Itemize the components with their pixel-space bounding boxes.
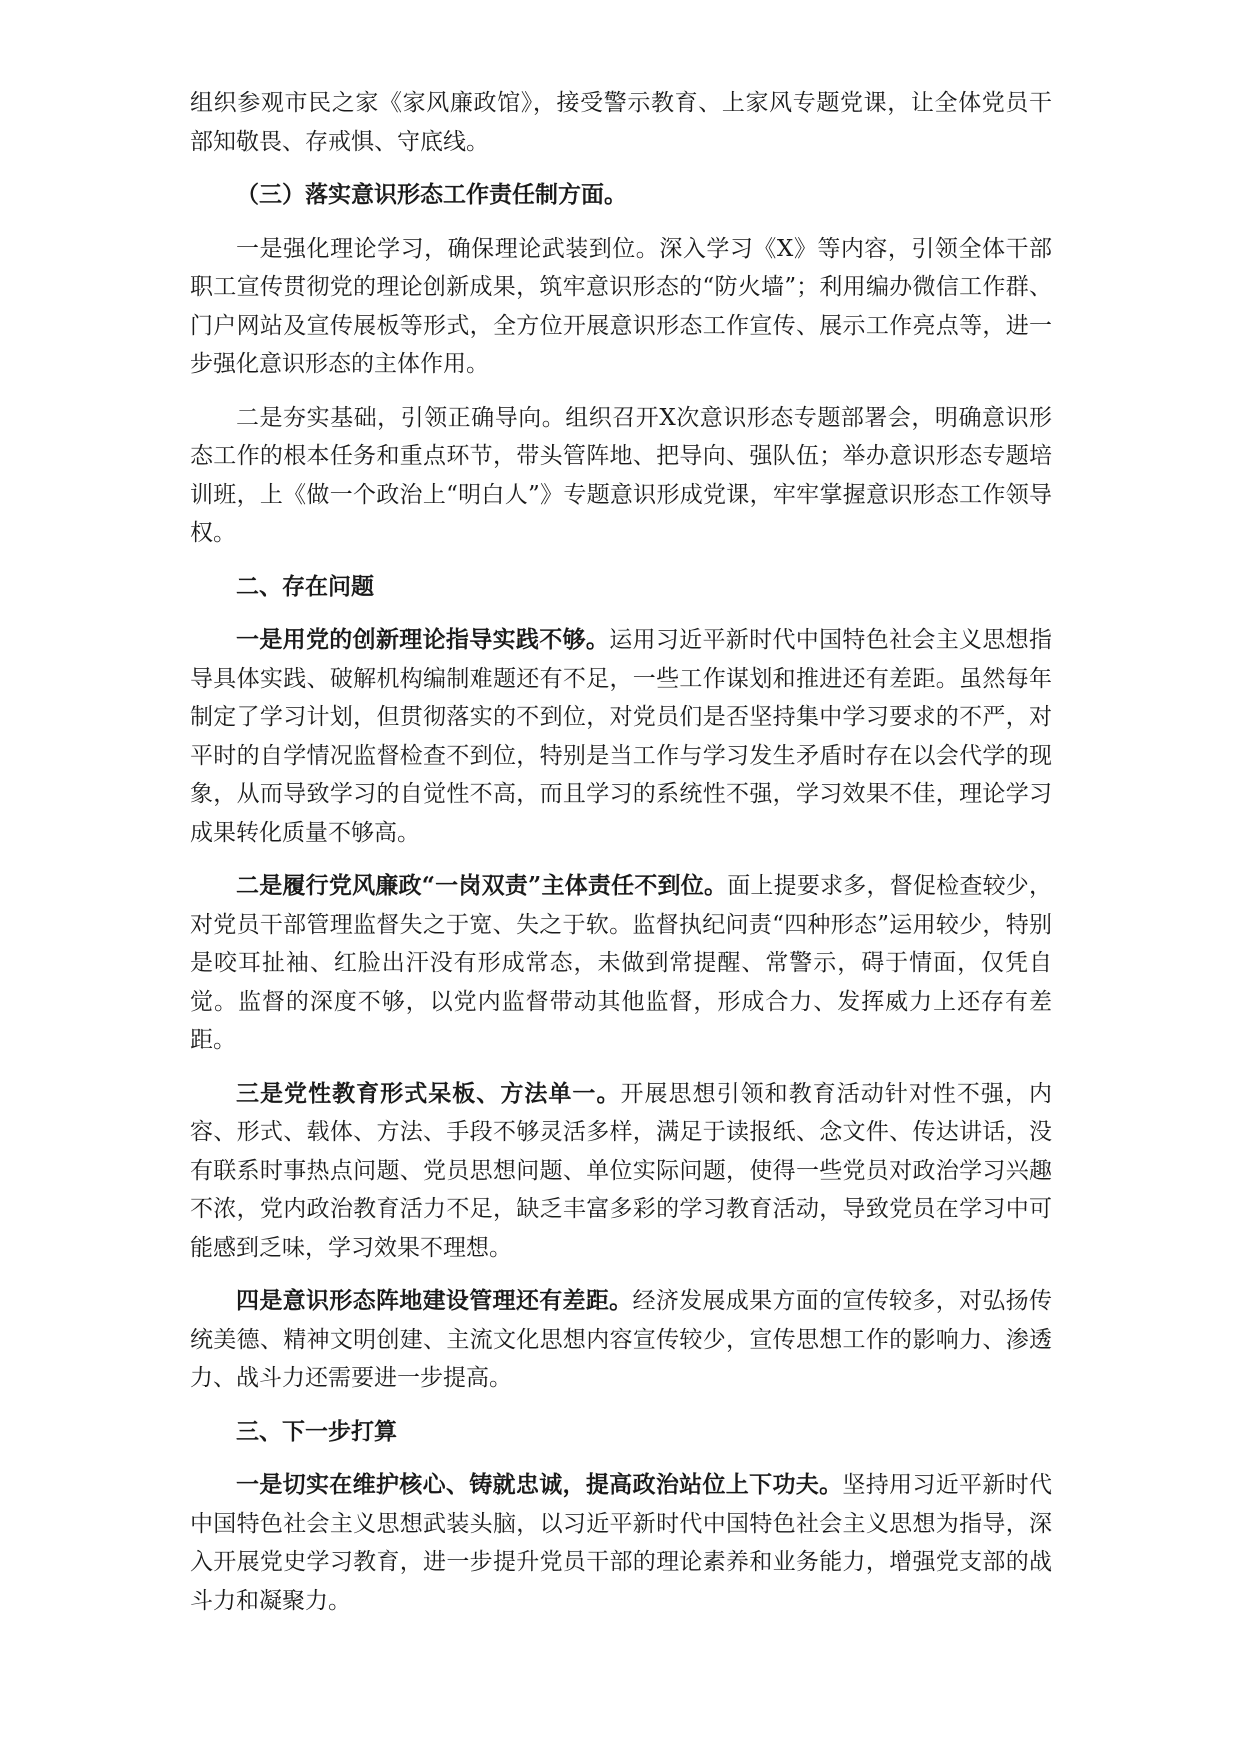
document-page	[190, 84, 1052, 1635]
paragraph-foundation	[190, 399, 1052, 553]
paragraph-text: 经济发展成果方面的宣传较多，对弘扬传统美德、精神文明创建、主流文化思想内容宣传较少，宣传思想工作的影响力、渗透力、战斗力还需要进一步提高。	[190, 1288, 1053, 1391]
paragraph-problem-4	[190, 1282, 1052, 1398]
paragraph-text: 开展思想引领和教育活动针对性不强，内容、形式、载体、方法、手段不够灵活多样，满足于读报纸、念文件、传达讲话，没有联系时事热点问题、党员思想问题、单位实际问题，使得一些党员对政治学习兴趣不浓，党内政治教育活力不足，缺乏丰富多彩的学习教育活动，导致党员在学习中可能感到乏味，学习效果不理想。	[190, 1080, 1053, 1261]
paragraph-lead: 一是切实在维护核心、铸就忠诚，提高政治站位上下功夫。	[236, 1471, 843, 1498]
paragraph-problem-1	[190, 621, 1052, 852]
paragraph-text: 坚持用习近平新时代中国特色社会主义思想武装头脑，以习近平新时代中国特色社会主义思想为指导，深入开展党史学习教育，进一步提升党员干部的理论素养和业务能力，增强党支部的战斗力和凝聚力。	[190, 1472, 1053, 1614]
section-heading-next-steps: 三、下一步打算	[236, 1417, 397, 1445]
paragraph-continuation	[190, 84, 1052, 161]
paragraph-text: 二是夯实基础，引领正确导向。组织召开X次意识形态专题部署会，明确意识形态工作的根本任务和重点环节，带头管阵地、把导向、强队伍；举办意识形态专题培训班，上《做一个政治上“明白人”》专题意识形成党课，牢牢掌握意识形态工作领导权。	[190, 404, 1052, 546]
paragraph-text: 运用习近平新时代中国特色社会主义思想指导具体实践、破解机构编制难题还有不足，一些工作谋划和推进还有差距。虽然每年制定了学习计划，但贯彻落实的不到位，对党员们是否坚持集中学习要求的不严，对平时的自学情况监督检查不到位，特别是当工作与学习发生矛盾时存在以会代学的现象，从而导致学习的自觉性不高，而且学习的系统性不强，学习效果不佳，理论学习成果转化质量不够高。	[190, 627, 1053, 846]
paragraph-text: 面上提要求多，督促检查较少，对党员干部管理监督失之于宽、失之于软。监督执纪问责“四种形态”运用较少，特别是咬耳扯袖、红脸出汗没有形成常态，未做到常提醒、常警示，碍于情面，仅凭自觉。监督的深度不够，以党内监督带动其他监督，形成合力、发挥威力上还存有差距。	[190, 873, 1053, 1053]
paragraph-text: 组织参观市民之家《家风廉政馆》，接受警示教育、上家风专题党课，让全体党员干部知敬畏、存戒惧、守底线。	[190, 90, 1052, 155]
paragraph-theory-study	[190, 230, 1052, 384]
section-heading-problems: 二、存在问题	[236, 572, 374, 600]
paragraph-text: 一是强化理论学习，确保理论武装到位。深入学习《X》等内容，引领全体干部职工宣传贯彻党的理论创新成果，筑牢意识形态的“防火墙”；利用编办微信工作群、门户网站及宣传展板等形式，全方位开展意识形态工作宣传、展示工作亮点等，进一步强化意识形态的主体作用。	[190, 235, 1052, 377]
paragraph-problem-2	[190, 867, 1052, 1060]
paragraph-plan-1	[190, 1466, 1052, 1620]
section-heading-3: （三）落实意识形态工作责任制方面。	[236, 181, 627, 208]
paragraph-lead: 一是用党的创新理论指导实践不够。	[236, 626, 610, 653]
paragraph-lead: 三是党性教育形式呆板、方法单一。	[236, 1079, 621, 1107]
paragraph-lead: 四是意识形态阵地建设管理还有差距。	[236, 1287, 633, 1314]
paragraph-problem-3	[190, 1075, 1052, 1268]
paragraph-lead: 二是履行党风廉政“一岗双责”主体责任不到位。	[236, 872, 728, 899]
